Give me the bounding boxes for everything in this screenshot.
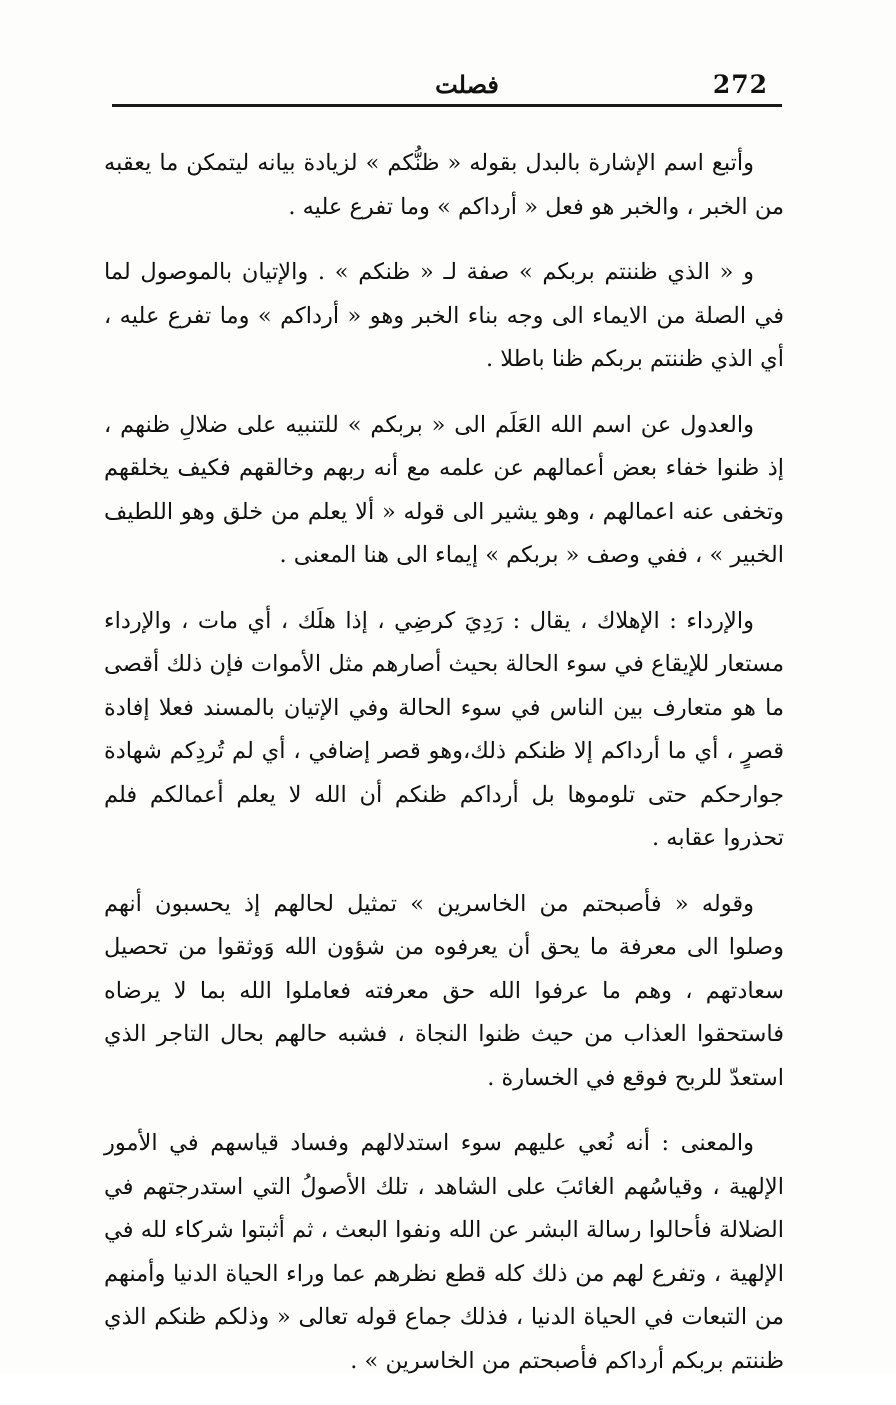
paragraph: والمعنى : أنه نُعي عليهم سوء استدلالهم وفساد قياسهم في الأمور الإلهية ، وقياسُهم الغائبَ على الشاهد ، تلك الأصولُ التي استدرجتهم في الضلالة فأحالوا رسالة البشر عن الله ونفوا البعث ، ثم أثبتوا شركاء لله في الإلهية ، وتفرع لهم من ذلك كله قطع نظرهم عما وراء الحياة الدنيا وأمنهم من التبعات في الحياة الدنيا ، فذلك جماع قوله تعالى « وذلكم ظنكم الذي ظننتم بربكم أرداكم فأصبحتم من الخاسرين » .	[104, 1130, 784, 1374]
chapter-title: فصلت	[435, 70, 499, 99]
body-text	[104, 142, 784, 1405]
paragraph: و « الذي ظننتم بربكم » صفة لـ « ظنكم » . والإتيان بالموصول لما في الصلة من الايماء الى وجه بناء الخبر وهو « أرداكم » وما تفرع عليه ، أي الذي ظننتم بربكم ظنا باطلا .	[104, 259, 784, 372]
paragraph: والعدول عن اسم الله العَلَم الى « بربكم » للتنبيه على ضلالِ ظنهم ، إذ ظنوا خفاء بعض أعمالهم عن علمه مع أنه ربهم وخالقهم فكيف يخلقهم وتخفى عنه اعمالهم ، وهو يشير الى قوله « ألا يعلم من خلق وهو اللطيف الخبير » ، ففي وصف « بربكم » إيماء الى هنا المعنى .	[104, 411, 784, 568]
header-rule	[112, 104, 782, 107]
paragraph: وقوله « فأصبحتم من الخاسرين » تمثيل لحالهم إذ يحسبون أنهم وصلوا الى معرفة ما يحق أن يعرفوه من شؤون الله وَوثقوا من تحصيل سعادتهم ، وهم ما عرفوا الله حق معرفته فعاملوا الله بما لا يرضاه فاستحقوا العذاب من حيث ظنوا النجاة ، فشبه حالهم بحال التاجر الذي استعدّ للربح فوقع في الخسارة .	[104, 890, 784, 1091]
page-number: 272	[712, 70, 768, 99]
page-header	[112, 68, 782, 108]
paragraph: وأتبع اسم الإشارة بالبدل بقوله « ظنُّكم » لزيادة بيانه ليتمكن ما يعقبه من الخبر ، والخبر هو فعل « أرداكم » وما تفرع عليه .	[104, 150, 784, 220]
paragraph: والإرداء : الإهلاك ، يقال : رَدِيَ كرضِي ، إذا هلَك ، أي مات ، والإرداء مستعار للإيقاع في سوء الحالة بحيث أصارهم مثل الأموات فإن ذلك أقصى ما هو متعارف بين الناس في سوء الحالة وفي الإتيان بالمسند فعلا إفادة قصرٍ ، أي ما أرداكم إلا ظنكم ذلك،وهو قصر إضافي ، أي لم تُردِكم شهادة جوارحكم حتى تلوموها بل أرداكم ظنكم أن الله لا يعلم أعمالكم فلم تحذروا عقابه .	[104, 607, 784, 851]
